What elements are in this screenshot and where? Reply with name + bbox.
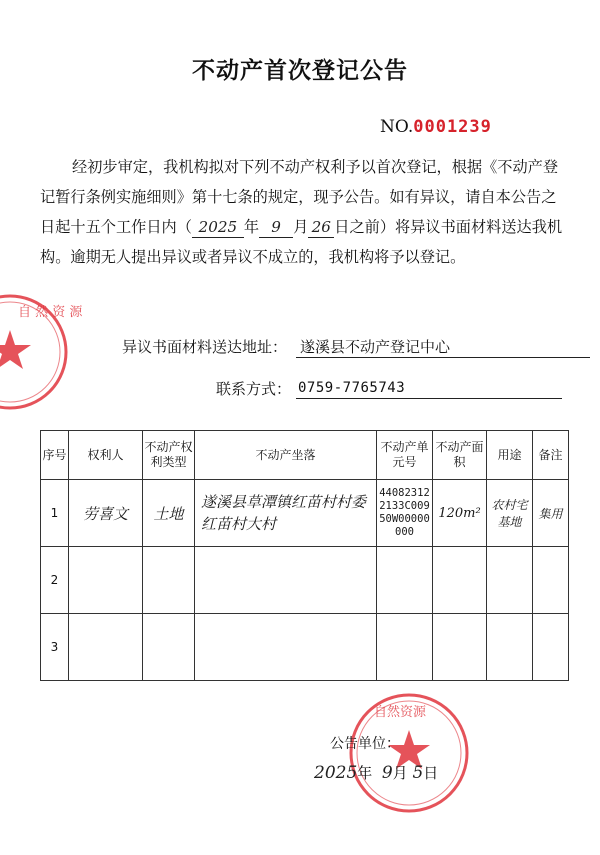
publish-year: 2025 xyxy=(314,763,358,783)
header-location: 不动产坐落 xyxy=(195,431,377,480)
row-usage xyxy=(487,614,533,681)
table-header-row xyxy=(41,431,569,480)
row-area: 120m² xyxy=(433,480,487,547)
notice-text-after: 将异议书面材料送达我机构。逾期无人提出异议或者异议不成立的，我机构将予以登记。 xyxy=(40,218,563,266)
page-title: 不动产首次登记公告 xyxy=(192,58,408,84)
address-label: 异议书面材料送达地址： xyxy=(122,338,288,356)
serial-prefix: NO. xyxy=(380,117,414,137)
row-note: 集用 xyxy=(533,480,569,547)
row-note xyxy=(533,614,569,681)
row-right-type xyxy=(143,614,195,681)
table-row xyxy=(41,547,569,614)
row-area xyxy=(433,547,487,614)
contact-underline xyxy=(296,398,562,399)
header-usage: 用途 xyxy=(487,431,533,480)
header-note: 备注 xyxy=(533,431,569,480)
row-right-type xyxy=(143,547,195,614)
row-usage: 农村宅基地 xyxy=(487,480,533,547)
deadline-day: 26 xyxy=(308,217,334,238)
row-unit-no xyxy=(377,547,433,614)
publisher-label: 公告单位： xyxy=(330,736,400,752)
header-unit-no: 不动产单元号 xyxy=(377,431,433,480)
publish-date xyxy=(314,762,438,783)
official-seal-left xyxy=(0,290,83,414)
header-holder: 权利人 xyxy=(69,431,143,480)
row-note xyxy=(533,547,569,614)
row-holder xyxy=(69,614,143,681)
year-char: 年 xyxy=(243,218,260,236)
table-row xyxy=(41,614,569,681)
publish-day: 5 xyxy=(412,763,424,783)
contact-label: 联系方式： xyxy=(216,380,292,398)
row-unit-no: 440823122133C00950W00000000 xyxy=(377,480,433,547)
row-usage xyxy=(487,547,533,614)
row-holder: 劳喜文 xyxy=(69,480,143,547)
row-unit-no xyxy=(377,614,433,681)
svg-text:自 然 资 源: 自 然 资 源 xyxy=(18,305,83,320)
address-value: 遂溪县不动产登记中心 xyxy=(300,338,451,356)
seal-text: 自然资源 xyxy=(374,705,427,720)
header-right-type: 不动产权利类型 xyxy=(143,431,195,480)
serial-number xyxy=(380,117,492,137)
row-area xyxy=(433,614,487,681)
row-holder xyxy=(69,547,143,614)
publish-month-char: 月 xyxy=(392,764,408,782)
row-location: 遂溪县草潭镇红苗村村委红苗村大村 xyxy=(195,480,377,547)
row-no: 1 xyxy=(41,480,69,547)
row-no: 3 xyxy=(41,614,69,681)
publish-day-char: 日 xyxy=(423,764,439,782)
table-row xyxy=(41,480,569,547)
contact-value: 0759-7765743 xyxy=(298,380,406,396)
notice-paragraph xyxy=(40,152,570,272)
day-char: 日之前） xyxy=(334,218,395,236)
official-seal xyxy=(344,688,474,818)
header-no: 序号 xyxy=(41,431,69,480)
serial-value: 0001239 xyxy=(413,117,492,137)
publish-month: 9 xyxy=(381,763,393,783)
row-location xyxy=(195,547,377,614)
row-no: 2 xyxy=(41,547,69,614)
row-right-type: 土地 xyxy=(143,480,195,547)
deadline-year: 2025 xyxy=(192,217,244,238)
deadline-month: 9 xyxy=(259,217,293,238)
row-location xyxy=(195,614,377,681)
month-char: 月 xyxy=(293,218,309,236)
registration-table xyxy=(40,430,569,681)
address-underline xyxy=(296,357,590,358)
publish-year-char: 年 xyxy=(357,764,373,782)
header-area: 不动产面 积 xyxy=(433,431,487,480)
notice-text-before: 经初步审定，我机构拟对下列不动产权利予以首次登记，根据《不动产登记暂行条例实施细则》第十七条的规定，现予公告。如有异议，请自本公告之日起十五个工作日内（ xyxy=(40,158,558,236)
